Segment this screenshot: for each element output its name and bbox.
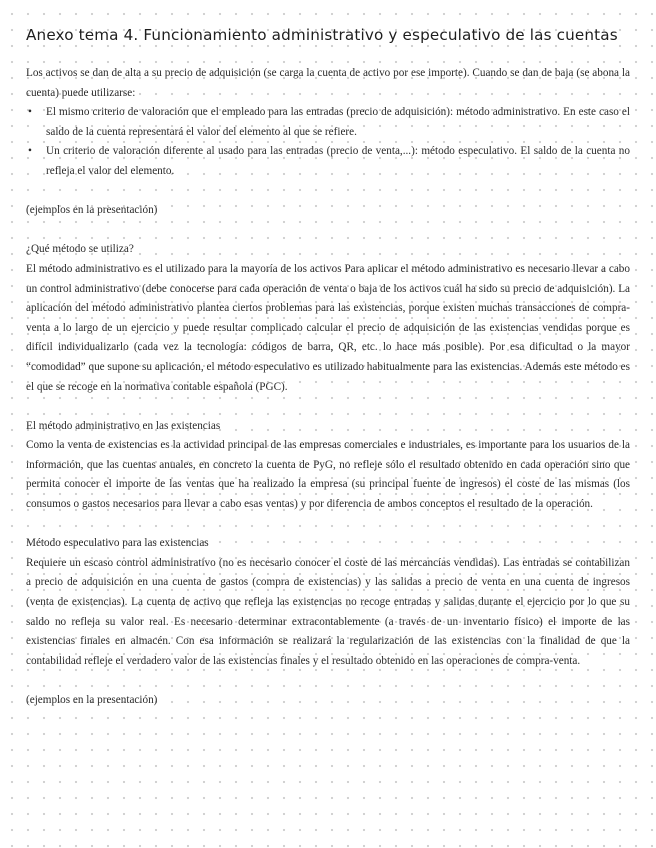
examples-note: (ejemplos en la presentación) (26, 694, 158, 706)
list-item: • Un criterio de valoración diferente al usado para las entradas (precio de venta,...): método especulativo. El saldo de la cuenta no refleja el valor del elemento. (46, 142, 630, 181)
section-body-speculative: Requiere un escaso control administrativo (no es necesario conocer el coste de las mercancías vendidas). Las entradas se contabilizan a precio de adquisición en una cuenta de gastos (compra de existencias) y las salidas a precio de venta en una cuenta de ingresos (venta de existencias). La cuenta de activo que refleja las existencias no recoge entradas y salidas durante el ejercicio por lo que su saldo no refleja su valor real. Es necesario determinar extracontablemente (a través de un inventario físico) el importe de las existencias finales en almacén. Con esa información se realizará la regularización de las existencias con la finalidad de que la contabilidad refleje el verdadero valor de las existencias finales y el resultado obtenido en las operaciones de compra-venta. (26, 556, 630, 667)
list-item: • El mismo criterio de valoración que el empleado para las entradas (precio de adquisición): método administrativo. En este caso el saldo de la cuenta representará el valor del elemento al que se refiere. (46, 103, 630, 142)
section-body-administrative: Como la venta de existencias es la actividad principal de las empresas comerciales e industriales, es importante para los usuarios de la información, que las cuentas anuales, en concreto la cuenta de PyG, no refleje sólo el resultado obtenido en cada operación sino que permita conocer el importe de las ventas que ha realizado la empresa (su principal fuente de ingresos) el coste de las mismas (los consumos o gastos necesarios para llevar a cabo esas ventas) y por diferencia de ambos conceptos el resultado de la operación. (26, 439, 630, 511)
section-heading-administrative: El método administrativo en las existencias (26, 419, 221, 432)
document-body (26, 64, 630, 711)
section-heading-speculative: Método especulativo para las existencias (26, 537, 209, 550)
document-title: Anexo tema 4. Funcionamiento administrativo y especulativo de las cuentas (26, 26, 618, 44)
criteria-list (26, 103, 630, 181)
section-body-method: El método administrativo es el utilizado para la mayoría de los activos Para aplicar el método administrativo es necesario llevar a cabo un control administrativo (debe conocerse para cada operación de venta o baja de los activos cuál ha sido su precio de adquisición). La aplicación del método administrativo plantea ciertos problemas para las existencias, porque existen muchas transacciones de compra-venta a lo largo de un ejercicio y puede resultar complicado calcular el precio de adquisición de las existencias vendidas porque es difícil individualizarlo (cada vez la tecnología: códigos de barra, QR, etc. lo hace más posible). Por esa dificultad o la mayor “comodidad” que supone su aplicación, el método especulativo es utilizado habitualmente para las existencias. Además este método es el que se recoge en la normativa contable española (PGC). (26, 262, 630, 393)
examples-note: (ejemplos en la presentación) (26, 204, 158, 217)
intro-paragraph: Los activos se dan de alta a su precio de adquisición (se carga la cuenta de activo por ese importe). Cuando se dan de baja (se abona la cuenta) puede utilizarse: (26, 67, 630, 99)
section-heading-method: ¿Qué método se utiliza? (26, 243, 134, 256)
